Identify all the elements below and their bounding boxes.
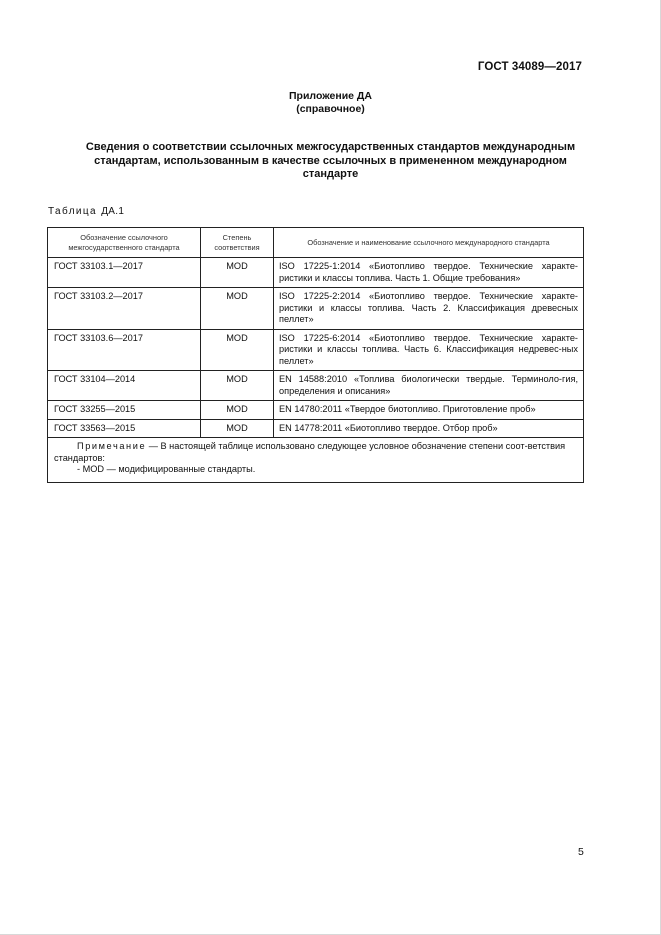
header-standard-line-1: Обозначение ссылочного [80,232,168,242]
cell-degree: MOD [201,371,274,401]
table-caption-word: Таблица [48,206,98,217]
table-row [48,258,584,288]
table-note [48,438,584,483]
cell-standard: ГОСТ 33563—2015 [48,419,201,438]
header-standard-line-2: межгосударственного стандарта [68,242,180,252]
annex-title: Приложение ДА [289,90,372,102]
page-number: 5 [578,846,584,858]
table-caption [48,206,124,217]
document-code: ГОСТ 34089—2017 [477,61,582,73]
cell-degree: MOD [201,288,274,330]
table-row [48,371,584,401]
header-degree-line-1: Степень [222,232,252,242]
table-row [48,419,584,438]
cell-reference: ISO 17225-1:2014 «Биотопливо твердое. Технические характе-ристики и классы топлива. Часть 1. Общие требования» [274,258,584,288]
table-row [48,288,584,330]
section-title [60,141,601,182]
table-header-row [48,228,584,258]
table-caption-number: ДА.1 [101,206,125,217]
cell-standard: ГОСТ 33103.6—2017 [48,329,201,371]
table-row [48,329,584,371]
note-paragraph [54,441,577,464]
header-reference: Обозначение и наименование ссылочного международного стандарта [274,228,584,258]
correspondence-table [47,227,584,483]
annex-subtitle: (справочное) [296,103,365,115]
section-title-line-3: стандарте [302,168,359,180]
cell-degree: MOD [201,329,274,371]
cell-reference: EN 14588:2010 «Топлива биологически твердые. Терминоло-гия, определения и описания» [274,371,584,401]
cell-reference: EN 14780:2011 «Твердое биотопливо. Приготовление проб» [274,401,584,420]
cell-degree: MOD [201,258,274,288]
note-text: — В настоящей таблице использовано следующее условное обозначение степени соот-ветствия стандартов: [54,441,566,463]
header-standard [48,228,201,258]
cell-standard: ГОСТ 33103.1—2017 [48,258,201,288]
note-item: - MOD — модифицированные стандарты. [77,464,256,474]
cell-reference: ISO 17225-6:2014 «Биотопливо твердое. Технические характе-ристики и классы топлива. Часть 6. Классификация недревес-ных пеллет» [274,329,584,371]
cell-standard: ГОСТ 33255—2015 [48,401,201,420]
cell-standard: ГОСТ 33104—2014 [48,371,201,401]
cell-degree: MOD [201,419,274,438]
header-degree [201,228,274,258]
cell-standard: ГОСТ 33103.2—2017 [48,288,201,330]
note-label: Примечание [77,441,147,451]
cell-reference: ISO 17225-2:2014 «Биотопливо твердое. Технические характе-ристики и классы топлива. Часть 2. Классификация древесных пеллет» [274,288,584,330]
cell-reference: EN 14778:2011 «Биотопливо твердое. Отбор проб» [274,419,584,438]
section-title-line-2: стандартам, использованным в качестве ссылочных в примененном международном [94,154,567,167]
section-title-line-1: Сведения о соответствии ссылочных межгосударственных стандартов международным [85,141,576,153]
table-row [48,401,584,420]
cell-degree: MOD [201,401,274,420]
header-degree-line-2: соответствия [214,242,260,252]
table-note-row [48,438,584,483]
